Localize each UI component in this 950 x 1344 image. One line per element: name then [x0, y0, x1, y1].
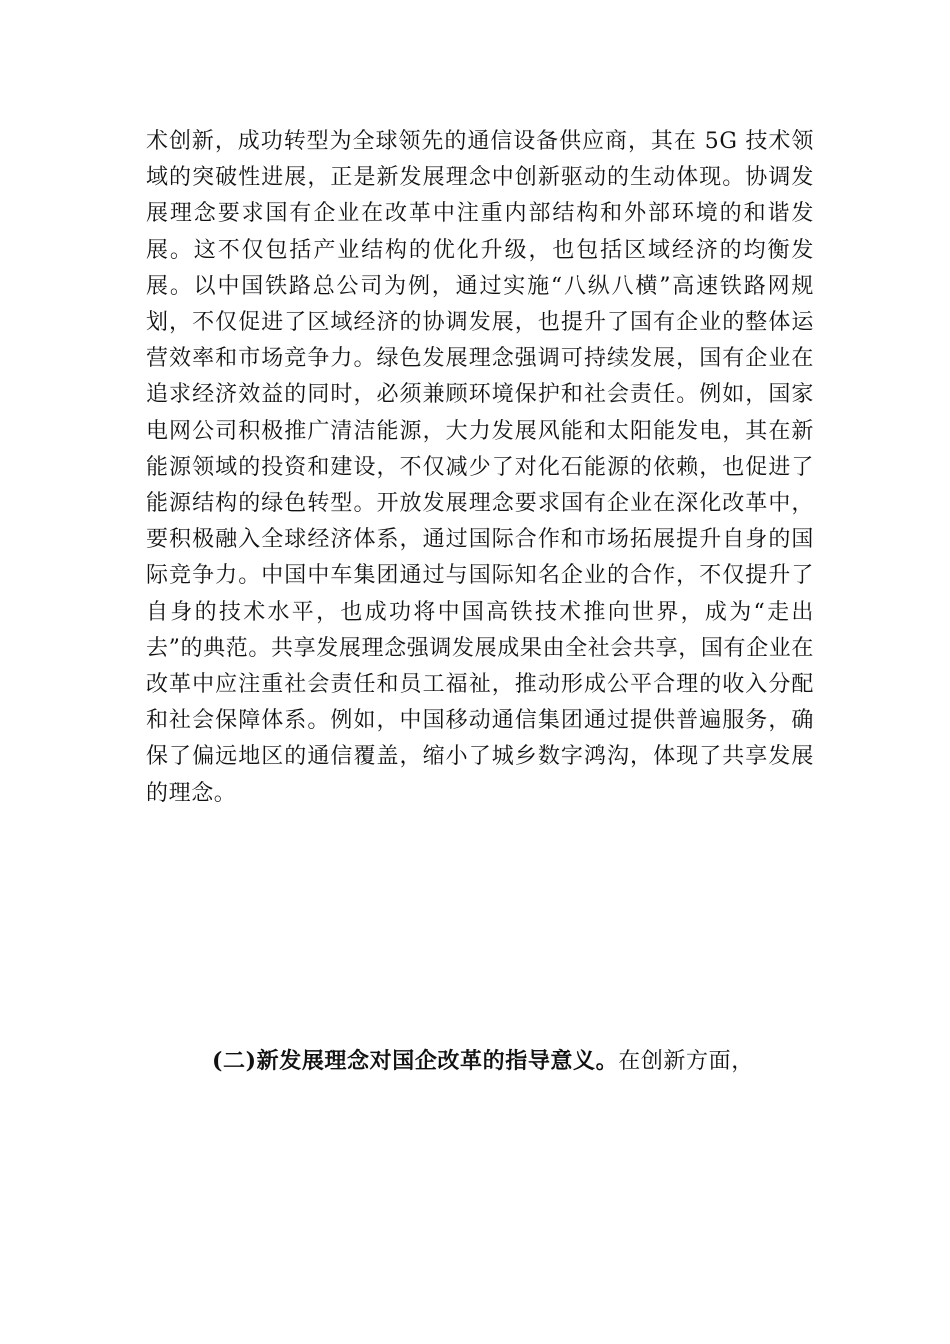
section-paragraph	[146, 1043, 814, 1080]
body-paragraph: 术创新，成功转型为全球领先的通信设备供应商，其在 5G 技术领域的突破性进展，正是新发展理念中创新驱动的生动体现。协调发展理念要求国有企业在改革中注重内部结构和外部环境的和谐发展。这不仅包括产业结构的优化升级，也包括区域经济的均衡发展。以中国铁路总公司为例，通过实施“八纵八横”高速铁路网规划，不仅促进了区域经济的协调发展，也提升了国有企业的整体运营效率和市场竞争力。绿色发展理念强调可持续发展，国有企业在追求经济效益的同时，必须兼顾环境保护和社会责任。例如，国家电网公司积极推广清洁能源，大力发展风能和太阳能发电，其在新能源领域的投资和建设，不仅减少了对化石能源的依赖，也促进了能源结构的绿色转型。开放发展理念要求国有企业在深化改革中，要积极融入全球经济体系，通过国际合作和市场拓展提升自身的国际竞争力。中国中车集团通过与国际知名企业的合作，不仅提升了自身的技术水平，也成功将中国高铁技术推向世界，成为“走出去”的典范。共享发展理念强调发展成果由全社会共享，国有企业在改革中应注重社会责任和员工福祉，推动形成公平合理的收入分配和社会保障体系。例如，中国移动通信集团通过提供普遍服务，确保了偏远地区的通信覆盖，缩小了城乡数字鸿沟，体现了共享发展的理念。	[146, 129, 814, 806]
section-text: 在创新方面，	[618, 1049, 754, 1074]
section-heading: (二)新发展理念对国企改革的指导意义。	[212, 1048, 619, 1074]
